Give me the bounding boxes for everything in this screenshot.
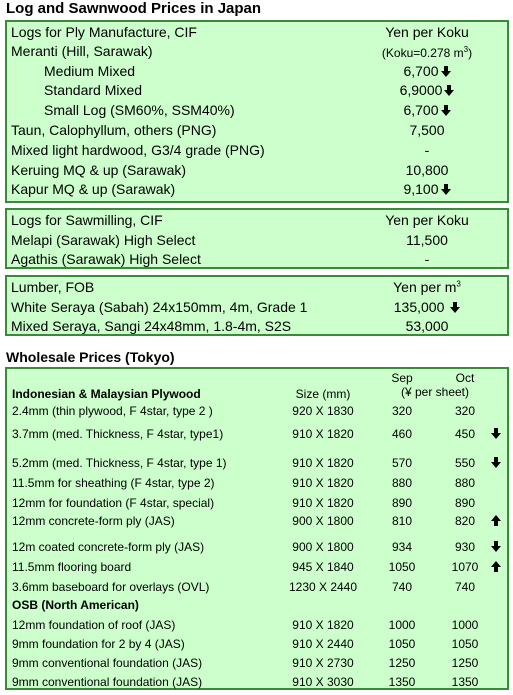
sep-price: 1000 bbox=[388, 618, 416, 632]
sawmill-unit: Yen per Koku bbox=[385, 212, 469, 228]
item-size: 910 X 2440 bbox=[292, 637, 354, 651]
ply-log-value: 6,700 bbox=[352, 63, 502, 79]
item-name: 2.4mm (thin plywood, F 4star, type 2 ) bbox=[12, 404, 213, 418]
oct-price: 890 bbox=[454, 496, 476, 510]
white-seraya-value: 135,000 bbox=[352, 299, 502, 315]
sep-price: 1050 bbox=[388, 560, 416, 574]
down-arrow-icon bbox=[491, 541, 501, 552]
white-seraya-label: White Seraya (Sabah) 24x150mm, 4m, Grade 1 bbox=[11, 299, 308, 315]
sep-price: 460 bbox=[391, 427, 413, 441]
down-arrow-icon bbox=[441, 105, 451, 116]
item-size: 910 X 3030 bbox=[292, 675, 354, 689]
oct-price: 550 bbox=[454, 456, 476, 470]
item-name: 11.5mm flooring board bbox=[12, 560, 132, 574]
ply-logs-unit: Yen per Koku bbox=[385, 24, 469, 40]
sep-price: 1350 bbox=[388, 675, 416, 689]
item-name: 12mm concrete-form ply (JAS) bbox=[12, 514, 175, 528]
oct-price: 930 bbox=[454, 540, 476, 554]
meranti-label: Meranti (Hill, Sarawak) bbox=[11, 43, 153, 59]
ply-log-value: 7,500 bbox=[409, 122, 445, 138]
agathis-label: Agathis (Sarawak) High Select bbox=[11, 251, 201, 267]
up-arrow-icon bbox=[491, 515, 501, 526]
sep-price: 810 bbox=[391, 514, 413, 528]
item-size: 1230 X 2440 bbox=[288, 580, 358, 594]
ply-log-value: - bbox=[424, 142, 430, 158]
sep-price: 1050 bbox=[388, 637, 416, 651]
sep-price: 570 bbox=[391, 456, 413, 470]
sawmill-logs-box bbox=[5, 208, 509, 269]
item-size: 910 X 1820 bbox=[292, 427, 354, 441]
trend-indicator bbox=[489, 427, 501, 441]
item-size: 910 X 1820 bbox=[292, 456, 354, 470]
item-name: 9mm conventional foundation (JAS) bbox=[12, 675, 203, 689]
ply-log-value: 9,100 bbox=[352, 181, 502, 197]
section-plywood: Indonesian & Malaysian Plywood bbox=[12, 387, 201, 401]
melapi-label: Melapi (Sarawak) High Select bbox=[11, 232, 196, 248]
oct-price: 1250 bbox=[451, 656, 479, 670]
item-name: 11.5mm for sheathing (F 4star, type 2) bbox=[12, 476, 215, 490]
trend-indicator bbox=[489, 514, 501, 528]
down-arrow-icon bbox=[450, 302, 460, 313]
section-osb: OSB (North American) bbox=[12, 598, 139, 612]
ply-log-label: Kapur MQ & up (Sarawak) bbox=[11, 181, 176, 197]
ply-log-value: 6,9000 bbox=[352, 82, 502, 98]
ply-log-value: 6,700 bbox=[352, 102, 502, 118]
sep-price: 740 bbox=[391, 580, 413, 594]
oct-price: 880 bbox=[454, 476, 476, 490]
oct-price: 740 bbox=[454, 580, 476, 594]
trend-indicator bbox=[489, 560, 501, 574]
item-size: 945 X 1840 bbox=[292, 560, 354, 574]
sep-price: 880 bbox=[391, 476, 413, 490]
oct-price: 450 bbox=[454, 427, 476, 441]
oct-price: 1050 bbox=[451, 637, 479, 651]
sep-price: 890 bbox=[391, 496, 413, 510]
mixed-seraya-label: Mixed Seraya, Sangi 24x48mm, 1.8-4m, S2S bbox=[11, 318, 292, 334]
oct-price: 1000 bbox=[451, 618, 479, 632]
item-name: 9mm foundation for 2 by 4 (JAS) bbox=[12, 637, 185, 651]
col-oct: Oct bbox=[455, 371, 475, 385]
mixed-seraya-value: 53,000 bbox=[405, 318, 449, 334]
koku-note: (Koku=0.278 $m^3$) bbox=[381, 45, 473, 60]
col-unit: (¥ per sheet) bbox=[400, 385, 470, 399]
item-size: 910 X 2730 bbox=[292, 656, 354, 670]
item-size: 910 X 1820 bbox=[292, 476, 354, 490]
col-size: Size (mm) bbox=[295, 387, 351, 401]
item-size: 910 X 1820 bbox=[292, 496, 354, 510]
item-name: 9mm conventional foundation (JAS) bbox=[12, 656, 203, 670]
ply-log-label: Taun, Calophyllum, others (PNG) bbox=[11, 122, 217, 138]
trend-indicator bbox=[489, 540, 501, 554]
agathis-value: - bbox=[424, 251, 430, 267]
item-size: 910 X 1820 bbox=[292, 618, 354, 632]
item-name: 12m coated concrete-form ply (JAS) bbox=[12, 540, 205, 554]
lumber-unit: Yen per $m^3$ bbox=[393, 279, 461, 295]
down-arrow-icon bbox=[491, 428, 501, 439]
down-arrow-icon bbox=[441, 66, 451, 77]
ply-log-label: Standard Mixed bbox=[44, 82, 143, 98]
oct-price: 1070 bbox=[451, 560, 479, 574]
item-size: 920 X 1830 bbox=[292, 404, 354, 418]
item-name: 3.6mm baseboard for overlays (OVL) bbox=[12, 580, 210, 594]
down-arrow-icon bbox=[441, 184, 451, 195]
ply-log-label: Small Log (SM60%, SSM40%) bbox=[44, 102, 235, 118]
item-name: 3.7mm (med. Thickness, F 4star, type1) bbox=[12, 427, 224, 441]
sep-price: 1250 bbox=[388, 656, 416, 670]
oct-price: 1350 bbox=[451, 675, 479, 689]
item-size: 900 X 1800 bbox=[292, 514, 354, 528]
trend-indicator bbox=[489, 456, 501, 470]
item-name: 12mm for foundation (F 4star, special) bbox=[12, 496, 215, 510]
page-title: Log and Sawnwood Prices in Japan bbox=[6, 0, 262, 17]
ply-logs-box bbox=[5, 20, 509, 203]
ply-log-value: 10,800 bbox=[405, 162, 449, 178]
lumber-header: Lumber, FOB bbox=[11, 279, 95, 295]
ply-log-label: Medium Mixed bbox=[44, 63, 136, 79]
ply-logs-header: Logs for Ply Manufacture, CIF bbox=[11, 24, 197, 40]
item-size: 900 X 1800 bbox=[292, 540, 354, 554]
sep-price: 320 bbox=[391, 404, 413, 418]
oct-price: 820 bbox=[454, 514, 476, 528]
ply-log-label: Keruing MQ & up (Sarawak) bbox=[11, 162, 187, 178]
item-name: 12mm foundation of roof (JAS) bbox=[12, 618, 176, 632]
lumber-box bbox=[5, 275, 509, 336]
wholesale-table bbox=[5, 367, 509, 690]
wholesale-title: Wholesale Prices (Tokyo) bbox=[6, 349, 175, 365]
down-arrow-icon bbox=[444, 85, 454, 96]
down-arrow-icon bbox=[491, 457, 501, 468]
sawmill-header: Logs for Sawmilling, CIF bbox=[11, 212, 163, 228]
melapi-value: 11,500 bbox=[406, 232, 448, 248]
col-sep: Sep bbox=[391, 371, 413, 385]
sep-price: 934 bbox=[391, 540, 413, 554]
up-arrow-icon bbox=[491, 561, 501, 572]
item-name: 5.2mm (med. Thickness, F 4star, type 1) bbox=[12, 456, 227, 470]
oct-price: 320 bbox=[454, 404, 476, 418]
ply-log-label: Mixed light hardwood, G3/4 grade (PNG) bbox=[11, 142, 265, 158]
